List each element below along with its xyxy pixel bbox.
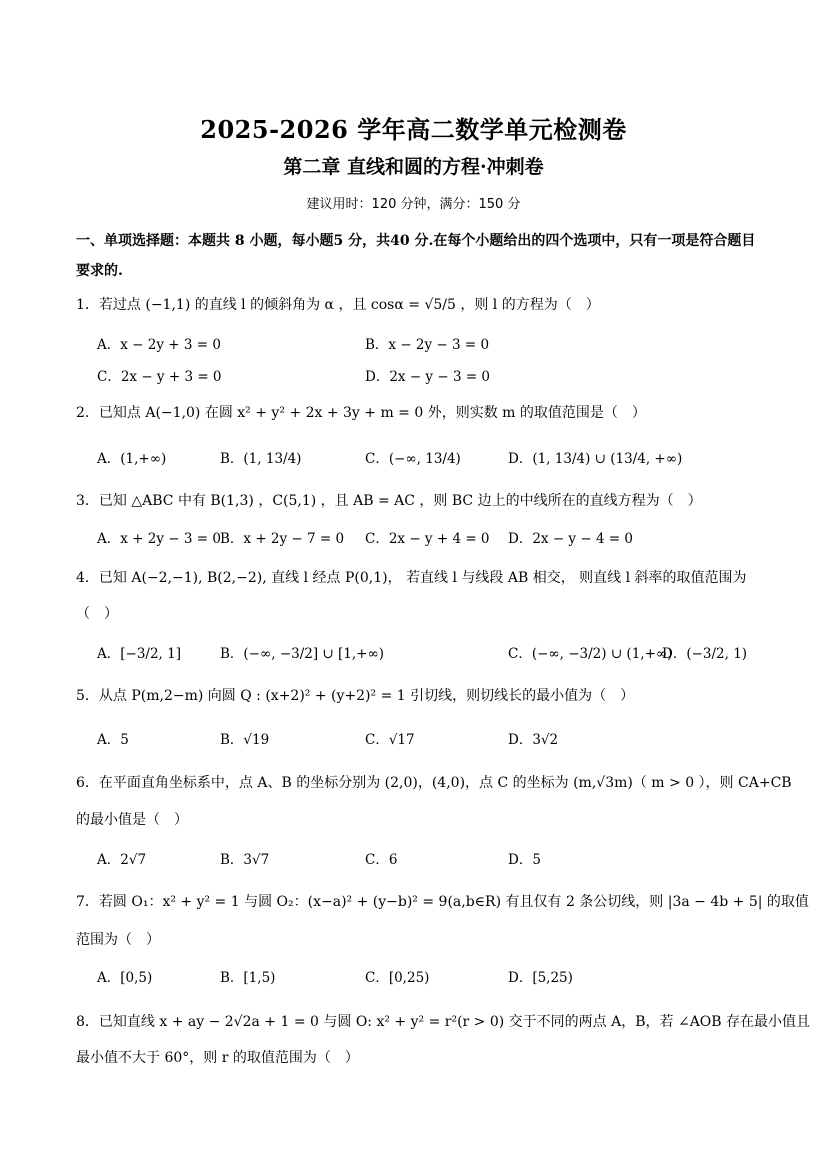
question-4-stem: 4．已知 A(−2,−1), B(2,−2), 直线 l 经点 P(0,1)， 若直线 l 与线段 AB 相交， 则直线 l 斜率的取值范围为 (76, 570, 747, 586)
question-7-stem: 7．若圆 O₁：x² + y² = 1 与圆 O₂：(x−a)² + (y−b)² = 9(a,b∈R) 有且仅有 2 条公切线，则 |3a − 4b + 5| 的取值 (76, 894, 809, 910)
question-1-stem: 1．若过点 (−1,1) 的直线 l 的倾斜角为 α ，且 cosα = √5/5 ，则 l 的方程为（ ） (76, 297, 600, 313)
question-5-stem: 5．从点 P(m,2−m) 向圆 Q : (x+2)² + (y+2)² = 1 引切线，则切线长的最小值为（ ） (76, 688, 635, 704)
q4-option-b[interactable]: B．(−∞, −3/2] ∪ [1,+∞) (220, 646, 384, 662)
q5-option-a[interactable]: A．5 (97, 732, 129, 748)
q5-option-b[interactable]: B．√19 (220, 732, 270, 748)
q5-option-d[interactable]: D．3√2 (508, 732, 559, 748)
q3-option-b[interactable]: B．x + 2y − 7 = 0 (220, 531, 345, 547)
question-2-stem: 2．已知点 A(−1,0) 在圆 x² + y² + 2x + 3y + m = 0 外，则实数 m 的取值范围是（ ） (76, 405, 646, 421)
q2-option-c[interactable]: C．(−∞, 13/4) (365, 451, 461, 467)
q6-option-c[interactable]: C．6 (365, 852, 398, 868)
question-8-stem: 8．已知直线 x + ay − 2√2a + 1 = 0 与圆 O: x² + y² = r²(r > 0) 交于不同的两点 A，B，若 ∠AOB 存在最小值且 (76, 1014, 811, 1030)
q5-option-c[interactable]: C．√17 (365, 732, 415, 748)
chapter-subtitle: 第二章 直线和圆的方程·冲刺卷 (283, 156, 544, 178)
q6-option-a[interactable]: A．2√7 (97, 852, 147, 868)
q4-option-d[interactable]: D．(−3/2, 1) (662, 646, 748, 662)
q7-option-b[interactable]: B．[1,5) (220, 970, 276, 986)
q3-option-c[interactable]: C．2x − y + 4 = 0 (365, 531, 490, 547)
q4-option-c[interactable]: C．(−∞, −3/2) ∪ (1,+∞) (508, 646, 673, 662)
q1-option-d[interactable]: D．2x − y − 3 = 0 (365, 369, 491, 385)
question-7-stem-cont: 范围为（ ） (76, 932, 160, 948)
question-4-stem-cont: （ ） (76, 606, 118, 622)
question-6-stem-cont: 的最小值是（ ） (76, 812, 188, 828)
q7-option-a[interactable]: A．[0,5) (97, 970, 153, 986)
q1-option-b[interactable]: B．x − 2y − 3 = 0 (365, 337, 490, 353)
question-8-stem-cont: 最小值不大于 60°，则 r 的取值范围为（ ） (76, 1050, 359, 1066)
q7-option-d[interactable]: D．[5,25) (508, 970, 573, 986)
question-6-stem: 6．在平面直角坐标系中，点 A、B 的坐标分别为 (2,0)，(4,0)，点 C 的坐标为 (m,√3m)（ m > 0 ），则 CA+CB (76, 775, 792, 791)
q6-option-b[interactable]: B．3√7 (220, 852, 270, 868)
question-3-stem: 3．已知 △ABC 中有 B(1,3) ，C(5,1) ，且 AB = AC ，则 BC 边上的中线所在的直线方程为（ ） (76, 493, 702, 509)
q2-option-b[interactable]: B．(1, 13/4) (220, 451, 302, 467)
time-score-hint: 建议用时：120 分钟，满分：150 分 (306, 197, 521, 212)
q1-option-c[interactable]: C．2x − y + 3 = 0 (97, 369, 222, 385)
section-heading: 一、单项选择题：本题共 8 小题，每小题5 分，共40 分.在每个小题给出的四个选项中，只有一项是符合题目要求的. (76, 233, 756, 279)
exam-title: 2025-2026 学年高二数学单元检测卷 (200, 115, 627, 144)
q4-option-a[interactable]: A．[−3/2, 1] (97, 646, 181, 662)
q7-option-c[interactable]: C．[0,25) (365, 970, 430, 986)
q3-option-d[interactable]: D．2x − y − 4 = 0 (508, 531, 634, 547)
q1-option-a[interactable]: A．x − 2y + 3 = 0 (97, 337, 221, 353)
q2-option-a[interactable]: A．(1,+∞) (97, 451, 167, 467)
q3-option-a[interactable]: A．x + 2y − 3 = 0 (97, 531, 221, 547)
q2-option-d[interactable]: D．(1, 13/4) ∪ (13/4, +∞) (508, 451, 683, 467)
q6-option-d[interactable]: D．5 (508, 852, 541, 868)
